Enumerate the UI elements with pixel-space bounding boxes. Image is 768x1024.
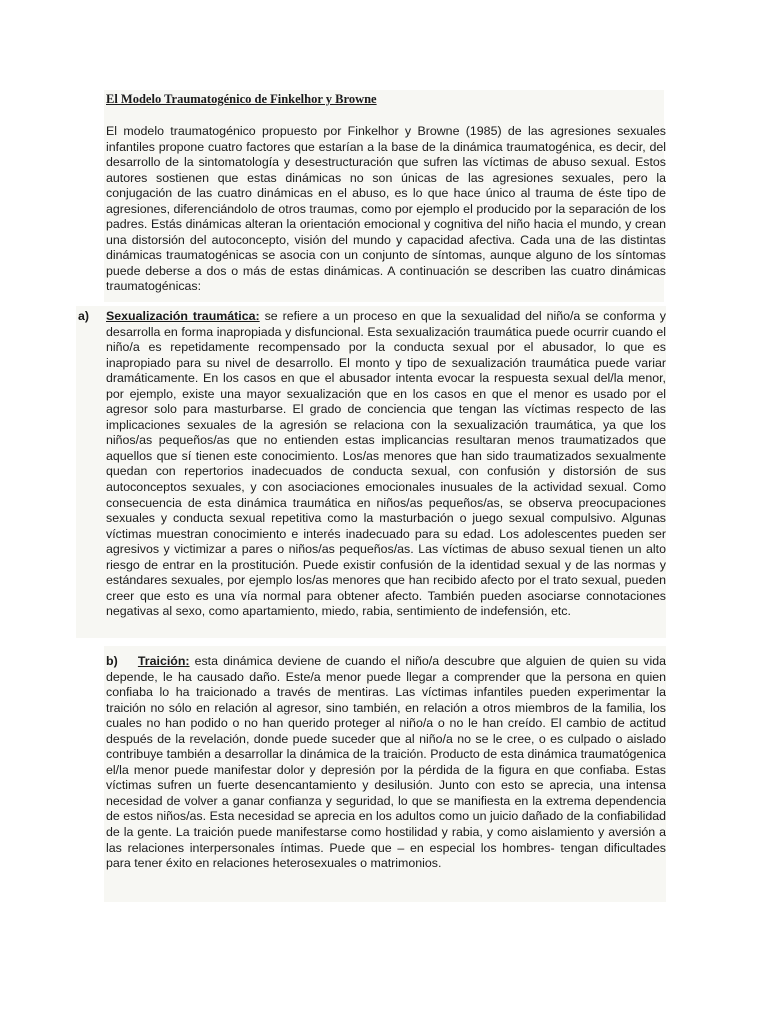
section-b-heading: Traición: bbox=[137, 654, 190, 668]
document-title: El Modelo Traumatogénico de Finkelhor y Browne bbox=[106, 92, 377, 106]
section-a-text: se refiere a un proceso en que la sexualidad del niño/a se conforma y desarrolla en forma inapropiada y disfuncional. Esta sexualización traumática puede ocurrir cuando el niño/a es repetidamente recompensado por la conducta sexual por el abusador, lo que es inapropiado para su nivel de desarrollo. El monto y tipo de sexualización traumática puede variar dramáticamente. En los casos en que el abusador intenta evocar la respuesta sexual del/la menor, por ejemplo, existe una mayor sexualización que en los casos en que el menor es usado por el agresor solo para masturbarse. El grado de conciencia que tengan las víctimas respecto de las implicaciones sexuales de la agresión se relaciona con la sexualización traumática, ya que los niños/as pequeños/as que no entienden estas implicancias resultaran menos traumatizados que aquellos que sí tienen este conocimiento. Los/as menores que han sido traumatizados sexualmente quedan con repertorios inadecuados de conducta sexual, con confusión y distorsión de sus autoconceptos sexuales, y con asociaciones emocionales inusuales de la actividad sexual. Como consecuencia de esta dinámica traumática en niños/as pequeños/as, se observa preocupaciones sexuales y conducta sexual repetitiva como la masturbación o juego sexual compulsivo. Algunas víctimas muestran conocimiento e interés inadecuado para su edad. Los adolescentes pueden ser agresivos y victimizar a pares o niños/as pequeños/as. Las víctimas de abuso sexual tienen un alto riesgo de entrar en la prostitución. Puede existir confusión de la identidad sexual y de las normas y estándares sexuales, por ejemplo los/as menores que han recibido afecto por el trato sexual, pueden creer que esto es una vía normal para obtener afecto. También pueden asociarse connotaciones negativas al sexo, como apartamiento, miedo, rabia, sentimiento de indefensión, etc. bbox=[106, 309, 667, 619]
intro-paragraph: El modelo traumatogénico propuesto por Finkelhor y Browne (1985) de las agresiones sexuales infantiles propone cuatro factores que estarían a la base de la dinámica traumatogénica, es decir, del desarrollo de la sintomatología y desestructuración que sufren las víctimas de abuso sexual. Estos autores sostienen que estas dinámicas no son únicas de las agresiones sexuales, pero la conjugación de las cuatro dinámicas en el abuso, es lo que hace único al trauma de éste tipo de agresiones, diferenciándolo de otros traumas, como por ejemplo el producido por la separación de los padres. Estás dinámicas alteran la orientación emocional y cognitiva del niño hacia el mundo, y crean una distorsión del autoconcepto, visión del mundo y capacidad afectiva. Cada una de las distintas dinámicas traumatogénicas se asocia con un conjunto de síntomas, aunque alguno de los síntomas puede deberse a dos o más de estas dinámicas. A continuación se describen las cuatro dinámicas traumatogénicas: bbox=[106, 124, 666, 294]
section-b-label: b) bbox=[106, 654, 118, 668]
section-a-label: a) bbox=[78, 309, 90, 323]
section-b-text: esta dinámica deviene de cuando el niño/a descubre que alguien de quien su vida depende, le ha causado daño. Este/a menor puede llegar a comprender que la persona en quien confiaba lo ha traicionado a través de mentiras. Las víctimas infantiles pueden experimentar la traición no sólo en relación al agresor, sino también, en relación a otros miembros de la familia, los cuales no han podido o no han querido proteger al niño/a o no le han creído. El cambio de actitud después de la revelación, donde puede suceder que al niño/a no se le cree, o es culpado o aislado contribuye también a desarrollar la dinámica de la traición. Producto de esta dinámica traumatógenica el/la menor puede manifestar dolor y depresión por la pérdida de la figura en que confiaba. Estas víctimas sufren un fuerte desencantamiento y desilusión. Junto con esto se aprecia, una intensa necesidad de volver a ganar confianza y seguridad, lo que se manifiesta en la extrema dependencia de estos niños/as. Esta necesidad se aprecia en los adultos como un juicio dañado de la confiabilidad de la gente. La traición puede manifestarse como hostilidad y rabia, y como aislamiento y aversión a las relaciones interpersonales íntimas. Puede que – en especial los hombres- tengan dificultades para tener éxito en relaciones heterosexuales o matrimonios. bbox=[106, 654, 666, 871]
section-a-heading: Sexualización traumática: bbox=[106, 309, 260, 323]
section-b-paragraph bbox=[106, 654, 666, 872]
section-a-paragraph bbox=[106, 309, 666, 620]
